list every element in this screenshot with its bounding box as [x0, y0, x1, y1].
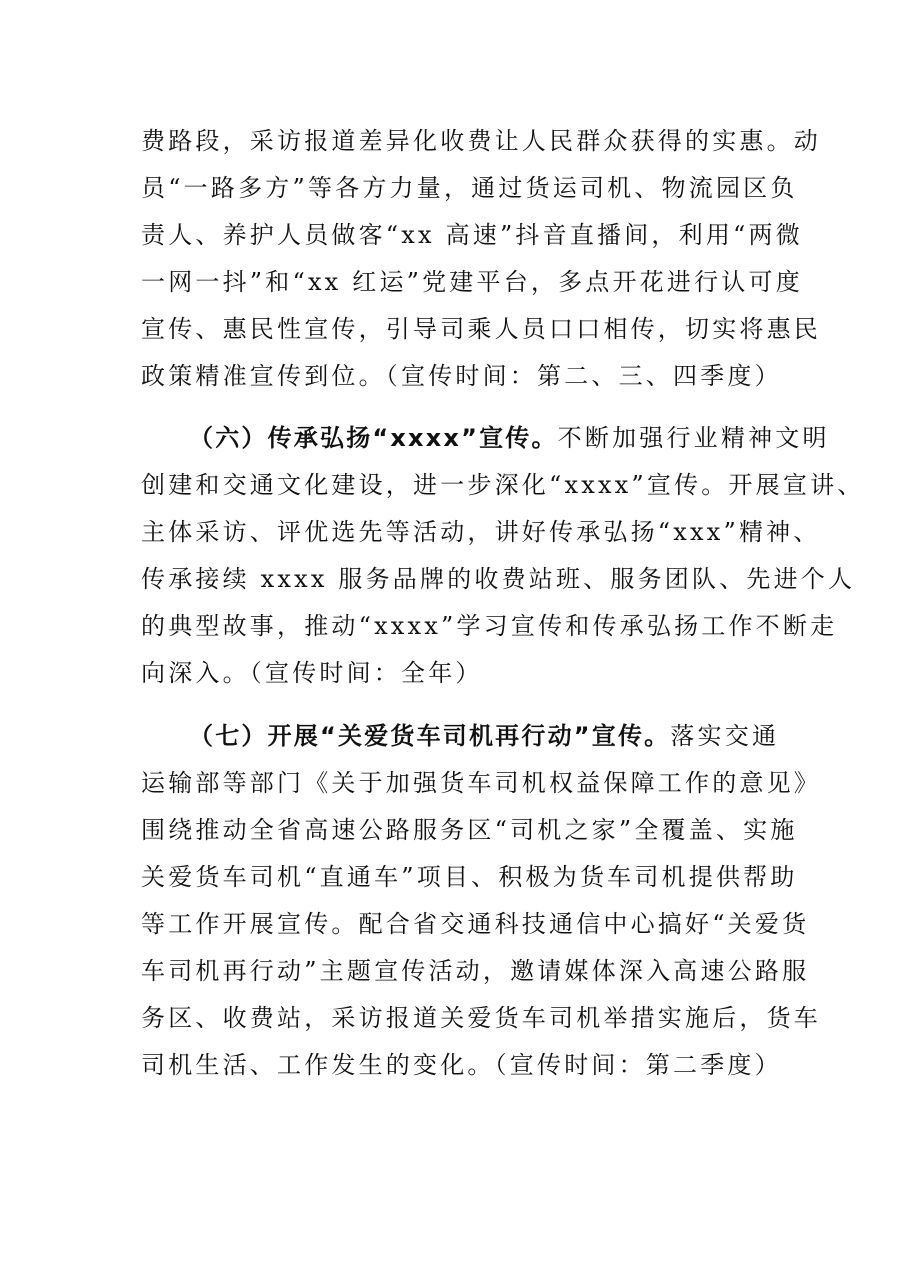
paragraph-1-line-3: 责人、养护人员做客“xx 高速”抖音直播间，利用“两微: [141, 221, 803, 249]
paragraph-2-line-3: 主体采访、评优选先等活动，讲好传承弘扬“xxx”精神、: [141, 518, 821, 546]
section-heading-7: （七）开展“关爱货车司机再行动”宣传。: [189, 722, 671, 750]
paragraph-1-line-4: 一网一抖”和“xx 红运”党建平台，多点开花进行认可度: [141, 268, 803, 296]
paragraph-2-line-4: 传承接续 xxxx 服务品牌的收费站班、服务团队、先进个人: [141, 565, 856, 593]
paragraph-2-line-5: 的典型故事，推动“xxxx”学习宣传和传承弘扬工作不断走: [141, 612, 838, 640]
paragraph-1-line-1: 费路段，采访报道差异化收费让人民群众获得的实惠。动: [141, 127, 821, 155]
paragraph-2-line-6: 向深入。（宣传时间：全年）: [141, 659, 483, 687]
paragraph-3-line-6: 车司机再行动”主题宣传活动，邀请媒体深入高速公路服: [141, 957, 810, 985]
paragraph-2-line-1: [189, 414, 869, 462]
section-heading-6: （六）传承弘扬“xxxx”宣传。: [189, 424, 558, 452]
section-6-first-line-text: 不断加强行业精神文明: [557, 424, 830, 452]
paragraph-3-line-5: 等工作开展宣传。配合省交通科技通信中心搞好“关爱货: [141, 910, 810, 938]
paragraph-3-line-8: 司机生活、工作发生的变化。（宣传时间：第二季度）: [141, 1051, 782, 1079]
paragraph-3-line-1: [189, 712, 869, 760]
paragraph-3-line-3: 围绕推动全省高速公路服务区“司机之家”全覆盖、实施: [141, 816, 798, 844]
paragraph-1-line-5: 宣传、惠民性宣传，引导司乘人员口口相传，切实将惠民: [141, 315, 821, 343]
paragraph-3-line-7: 务区、收费站，采访报道关爱货车司机举措实施后，货车: [141, 1004, 821, 1032]
paragraph-2-line-2: 创建和交通文化建设，进一步深化“xxxx”宣传。开展宣讲、: [141, 471, 865, 499]
paragraph-1-line-6: 政策精准宣传到位。（宣传时间：第二、三、四季度）: [141, 362, 782, 390]
paragraph-3-line-4: 关爱货车司机“直通车”项目、积极为货车司机提供帮助: [141, 863, 798, 891]
paragraph-3-line-2: 运输部等部门《关于加强货车司机权益保障工作的意见》: [141, 769, 821, 797]
section-7-first-line-text: 落实交通: [670, 722, 780, 750]
paragraph-1-line-2: 员“一路多方”等各方力量，通过货运司机、物流园区负: [141, 174, 798, 202]
